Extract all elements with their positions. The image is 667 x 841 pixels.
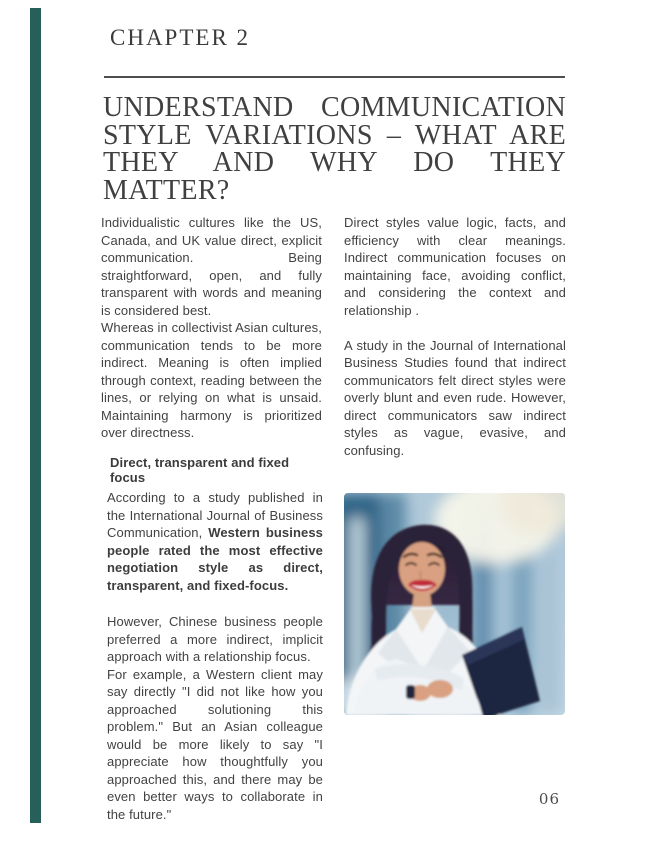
chinese-style-paragraph: However, Chinese business people preferred a more indirect, implicit approach with a relationship focus.	[107, 614, 323, 664]
page-number: 06	[538, 790, 560, 808]
study-paragraph	[107, 489, 323, 594]
page-title-line-2: STYLE VARIATIONS – WHAT ARE	[103, 119, 566, 151]
intro-left-paragraph-1: Individualistic cultures like the US, Canada, and UK value direct, explicit communication. Being straightforward, open, and fully transparent with words and meaning is considered best.	[101, 215, 322, 318]
intro-left-paragraph-2: Whereas in collectivist Asian cultures, communication tends to be more indirect. Meaning is often implied through context, reading between the lines, or relying on what is unsaid. Maintaining harmony is prioritized over directness.	[101, 320, 322, 440]
businesswoman-photo-art	[344, 493, 565, 715]
page-title	[103, 94, 566, 204]
page-title-line-3: THEY AND WHY DO THEY MATTER?	[103, 147, 566, 206]
title-divider	[104, 76, 565, 78]
section-subheading: Direct, transparent and fixed focus	[110, 455, 290, 485]
accent-bar	[30, 8, 41, 823]
study-paragraph-normal: According to a study published in the International Journal of Business Communication,	[107, 490, 323, 540]
page-title-line-1: UNDERSTAND COMMUNICATION	[103, 92, 566, 123]
chapter-label: CHAPTER 2	[110, 25, 251, 50]
study-paragraph-bold: Western business people rated the most effective negotiation style as direct, transparent, and fixed-focus.	[107, 525, 323, 593]
intro-right-paragraph-2: A study in the Journal of International Business Studies found that indirect communicators felt direct styles were overly blunt and even rude. However, direct communicators saw indirect styles as vague, evasive, and confusing.	[344, 337, 566, 458]
intro-right-paragraph-1: Direct styles value logic, facts, and efficiency with clear meanings. Indirect communication focuses on maintaining face, avoiding conflict, and considering the context and relationship .	[344, 215, 566, 318]
businesswoman-photo	[344, 493, 565, 715]
comparison-paragraphs	[107, 613, 323, 823]
intro-right-column	[344, 214, 566, 459]
intro-left-column	[101, 214, 322, 442]
example-paragraph: For example, a Western client may say directly "I did not like how you approached solutioning this problem." But an Asian colleague would be more likely to say "I appreciate how thoughtfully you approached this, and there may be even better ways to collaborate in the future."	[107, 666, 323, 822]
study-paragraph-text	[107, 489, 323, 594]
